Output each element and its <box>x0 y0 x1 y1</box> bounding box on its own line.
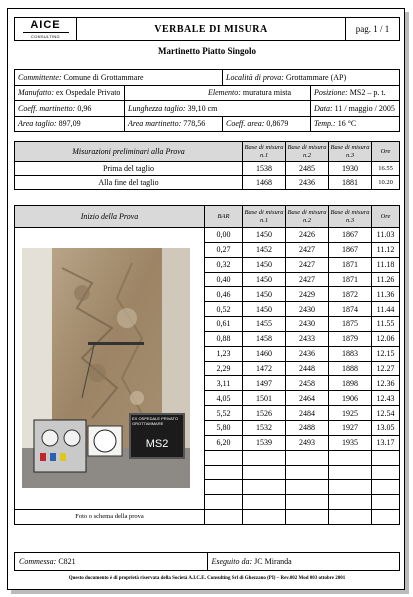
committente-cell <box>15 70 223 86</box>
prelim-b2: 2485 <box>286 162 329 176</box>
prova-b3: 1927 <box>329 420 372 435</box>
prova-table <box>14 205 400 525</box>
prova-b3: 1872 <box>329 287 372 302</box>
eseguito-cell <box>207 553 400 570</box>
area-taglio-label: Area taglio: <box>18 119 57 129</box>
area-martinetto-label: Area martinetto: <box>128 119 182 129</box>
prova-b3: 1906 <box>329 391 372 406</box>
prova-ore <box>372 495 400 510</box>
prova-bar: 0,40 <box>205 272 243 287</box>
prova-b2: 2448 <box>286 361 329 376</box>
footnote: Questo documento è di proprietà riservata della Società A.I.C.E. Consulting Srl di Ghezzano (PI) – Rev.002 Mod 003 ottobre 2001 <box>68 576 346 581</box>
prelim-b1: 1538 <box>243 162 286 176</box>
prelim-col3: Base di misura n.3 <box>329 142 372 162</box>
prova-b2: 2426 <box>286 228 329 243</box>
lunghezza-label: Lunghezza taglio: <box>128 103 186 113</box>
committente-value: Comune di Grottammare <box>63 72 144 82</box>
prova-ore: 11.55 <box>372 317 400 332</box>
area-martinetto-cell <box>125 116 223 132</box>
prova-ore <box>372 465 400 480</box>
prova-b3 <box>329 480 372 495</box>
prova-b2: 2436 <box>286 346 329 361</box>
board-small-text: EX OSPEDALE PRIVATO GROTTAMMARE <box>132 416 179 426</box>
data-cell <box>311 101 400 117</box>
prova-bar: 4,05 <box>205 391 243 406</box>
coeff-area-value: 0,8679 <box>266 119 289 129</box>
info-row <box>15 85 400 101</box>
prelim-row-label: Prima del taglio <box>15 162 243 176</box>
prova-b1: 1450 <box>243 302 286 317</box>
prova-bar: 0,32 <box>205 257 243 272</box>
posizione-value: MS2 – p. t. <box>349 88 386 98</box>
document-header <box>14 17 400 41</box>
prelim-col2: Base di misura n.2 <box>286 142 329 162</box>
test-photo-image <box>22 248 190 488</box>
elemento-value: muratura mista <box>242 88 292 98</box>
prova-ore: 13.17 <box>372 435 400 450</box>
prova-b2: 2430 <box>286 302 329 317</box>
footer-box <box>14 552 400 571</box>
prova-b2 <box>286 465 329 480</box>
prova-b3: 1925 <box>329 406 372 421</box>
prelim-row-label: Alla fine del taglio <box>15 176 243 190</box>
prova-col-ore: Ore <box>372 206 400 228</box>
prova-b2: 2433 <box>286 331 329 346</box>
prova-header-row <box>15 206 400 228</box>
logo-text: AICE <box>30 18 61 31</box>
prova-bar <box>205 510 243 525</box>
prova-bar: 5,80 <box>205 420 243 435</box>
prova-ore: 13.05 <box>372 420 400 435</box>
coeff-martinetto-cell <box>15 101 125 117</box>
prova-b2: 2493 <box>286 435 329 450</box>
localita-cell <box>223 70 400 86</box>
prova-ore: 11.18 <box>372 257 400 272</box>
info-table <box>14 69 400 132</box>
lunghezza-cell <box>125 101 311 117</box>
board-text: MS2 <box>145 438 169 450</box>
prova-b1: 1539 <box>243 435 286 450</box>
prova-b3: 1935 <box>329 435 372 450</box>
prova-col2: Base di misura n.2 <box>286 206 329 228</box>
prelim-col1: Base di misura n.1 <box>243 142 286 162</box>
photo-caption: Foto o schema della prova <box>15 510 205 525</box>
prova-b1: 1472 <box>243 361 286 376</box>
lunghezza-value: 39,10 cm <box>187 103 218 113</box>
prova-b1: 1450 <box>243 272 286 287</box>
prova-title: Inizio della Prova <box>15 206 205 228</box>
prova-bar: 0,61 <box>205 317 243 332</box>
prova-b3: 1883 <box>329 346 372 361</box>
prova-b2: 2484 <box>286 406 329 421</box>
commessa-label: Commessa: <box>19 557 57 566</box>
manufatto-cell <box>15 85 125 101</box>
prova-bar: 5,52 <box>205 406 243 421</box>
prova-ore: 12.43 <box>372 391 400 406</box>
elemento-cell <box>125 85 311 101</box>
prelim-col-ore: Ore <box>372 142 400 162</box>
prelim-b3: 1930 <box>329 162 372 176</box>
coeff-area-cell <box>223 116 311 132</box>
prova-col3: Base di misura n.3 <box>329 206 372 228</box>
posizione-cell <box>311 85 400 101</box>
prelim-b3: 1881 <box>329 176 372 190</box>
manufatto-label: Manufatto: <box>18 88 54 98</box>
document-subtitle: Martinetto Piatto Singolo <box>158 46 256 56</box>
prelim-header-row <box>15 142 400 162</box>
photo-cell <box>15 228 205 510</box>
prova-ore: 12.06 <box>372 331 400 346</box>
prova-b3 <box>329 465 372 480</box>
area-martinetto-value: 778,56 <box>183 119 206 129</box>
prova-b1: 1450 <box>243 257 286 272</box>
prelim-table <box>14 141 400 190</box>
prova-b3 <box>329 450 372 465</box>
prova-ore: 12.27 <box>372 361 400 376</box>
prova-b3 <box>329 510 372 525</box>
prova-b2: 2427 <box>286 242 329 257</box>
commessa-cell <box>15 553 207 570</box>
prova-bar <box>205 495 243 510</box>
prova-ore: 11.44 <box>372 302 400 317</box>
prelim-title: Misurazioni preliminari alla Prova <box>15 142 243 162</box>
company-logo <box>15 18 77 40</box>
prova-b3: 1871 <box>329 257 372 272</box>
prova-ore: 11.03 <box>372 228 400 243</box>
prova-b2 <box>286 495 329 510</box>
elemento-label: Elemento: <box>208 88 241 98</box>
prova-bar: 0,46 <box>205 287 243 302</box>
coeff-martinetto-value: 0,96 <box>77 103 92 113</box>
prova-col-bar: BAR <box>205 206 243 228</box>
prova-b3: 1879 <box>329 331 372 346</box>
prova-ore: 11.12 <box>372 242 400 257</box>
prova-bar: 6,20 <box>205 435 243 450</box>
prelim-row <box>15 176 400 190</box>
prova-bar: 1,23 <box>205 346 243 361</box>
posizione-label: Posizione: <box>314 88 348 98</box>
prova-b1 <box>243 510 286 525</box>
localita-label: Località di prova: <box>226 72 284 82</box>
prova-b2 <box>286 480 329 495</box>
temp-cell <box>311 116 400 132</box>
document-page <box>7 8 405 590</box>
prelim-b1: 1468 <box>243 176 286 190</box>
info-row <box>15 70 400 86</box>
prova-b1 <box>243 465 286 480</box>
prova-bar: 0,00 <box>205 228 243 243</box>
prova-b1: 1460 <box>243 346 286 361</box>
data-label: Data: <box>314 103 333 113</box>
prova-bar <box>205 465 243 480</box>
prova-b3: 1888 <box>329 361 372 376</box>
test-photo <box>22 248 190 488</box>
prova-b2 <box>286 450 329 465</box>
prova-b3: 1871 <box>329 272 372 287</box>
prova-b3: 1874 <box>329 302 372 317</box>
commessa-value: C821 <box>58 557 76 566</box>
prova-row <box>15 510 400 525</box>
prova-b3 <box>329 495 372 510</box>
prova-bar: 0,52 <box>205 302 243 317</box>
prova-ore: 12.36 <box>372 376 400 391</box>
info-row <box>15 116 400 132</box>
prova-b2: 2458 <box>286 376 329 391</box>
temp-value: 16 °C <box>337 119 357 129</box>
prova-row <box>15 228 400 243</box>
prova-b1: 1452 <box>243 242 286 257</box>
prova-ore <box>372 450 400 465</box>
prova-b2: 2427 <box>286 257 329 272</box>
prova-b1: 1501 <box>243 391 286 406</box>
prova-bar <box>205 450 243 465</box>
info-row <box>15 101 400 117</box>
prelim-row <box>15 162 400 176</box>
prova-b1: 1450 <box>243 287 286 302</box>
localita-value: Grottammare (AP) <box>285 72 347 82</box>
logo-subtext: CONSULTING <box>31 33 60 39</box>
prova-b2: 2430 <box>286 317 329 332</box>
prelim-ore: 16.55 <box>372 162 400 176</box>
logo-divider <box>23 32 69 33</box>
prova-b3: 1898 <box>329 376 372 391</box>
prova-ore <box>372 480 400 495</box>
prova-b3: 1867 <box>329 228 372 243</box>
coeff-martinetto-label: Coeff. martinetto: <box>18 103 76 113</box>
prova-b1: 1450 <box>243 228 286 243</box>
area-taglio-cell <box>15 116 125 132</box>
prova-b2 <box>286 510 329 525</box>
prova-b2: 2427 <box>286 272 329 287</box>
prova-b1 <box>243 495 286 510</box>
prova-b1: 1455 <box>243 317 286 332</box>
coeff-area-label: Coeff. area: <box>226 119 265 129</box>
prova-ore: 11.36 <box>372 287 400 302</box>
prova-b1: 1532 <box>243 420 286 435</box>
prova-b2: 2488 <box>286 420 329 435</box>
prelim-b2: 2436 <box>286 176 329 190</box>
prova-b2: 2464 <box>286 391 329 406</box>
eseguito-value: JC Miranda <box>254 557 292 566</box>
prova-b1 <box>243 480 286 495</box>
committente-label: Committente: <box>18 72 62 82</box>
temp-label: Temp.: <box>314 119 336 129</box>
prova-b1: 1526 <box>243 406 286 421</box>
eseguito-label: Eseguito da: <box>211 557 253 566</box>
data-value: 11 / maggio / 2005 <box>334 103 395 113</box>
prova-ore <box>372 510 400 525</box>
prova-b1: 1497 <box>243 376 286 391</box>
prova-b3: 1875 <box>329 317 372 332</box>
prova-bar <box>205 480 243 495</box>
prova-col1: Base di misura n.1 <box>243 206 286 228</box>
prova-bar: 0,27 <box>205 242 243 257</box>
prova-b1 <box>243 450 286 465</box>
document-title: VERBALE DI MISURA <box>154 23 268 35</box>
prova-bar: 2,29 <box>205 361 243 376</box>
prova-ore: 12.15 <box>372 346 400 361</box>
manufatto-value: ex Ospedale Privato <box>56 88 121 98</box>
prova-b2: 2429 <box>286 287 329 302</box>
prova-ore: 12.54 <box>372 406 400 421</box>
prova-b3: 1867 <box>329 242 372 257</box>
prova-b1: 1458 <box>243 331 286 346</box>
page-number: pag. 1 / 1 <box>345 18 399 40</box>
area-taglio-value: 897,09 <box>58 119 81 129</box>
prova-ore: 11.26 <box>372 272 400 287</box>
prova-bar: 3,11 <box>205 376 243 391</box>
prelim-ore: 10.20 <box>372 176 400 190</box>
prova-bar: 0,88 <box>205 331 243 346</box>
